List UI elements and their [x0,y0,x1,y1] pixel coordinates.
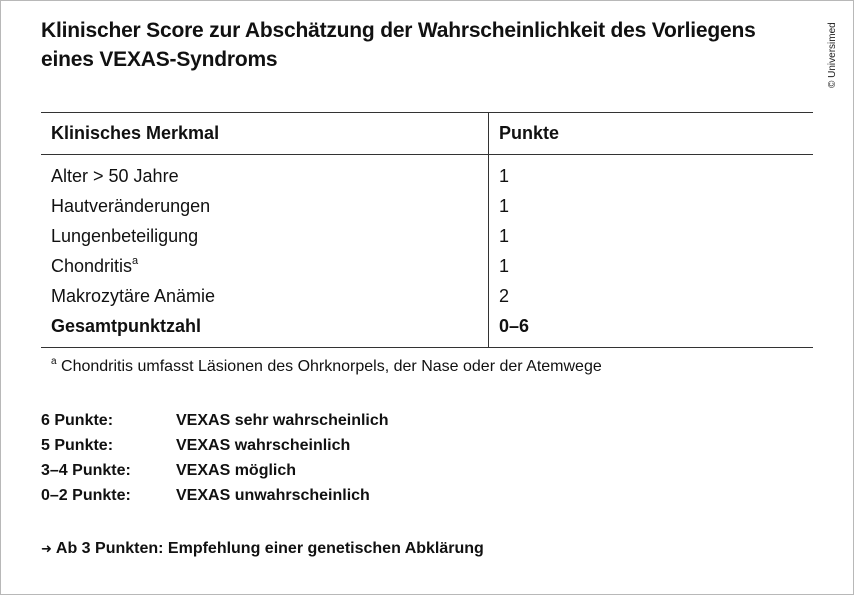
list-item [41,408,389,433]
feature-label: Chondritis [51,255,133,276]
feature-label: Makrozytäre Anämie [51,285,216,306]
footnote-text: Chondritis umfasst Läsionen des Ohrknorpels, der Nase oder der Atemwege [61,358,602,375]
table-row [41,155,813,192]
points-cell: 1 [499,255,510,276]
interpretation-meaning: VEXAS wahrscheinlich [176,437,351,454]
total-points: 0–6 [499,315,530,336]
interpretation-meaning: VEXAS unwahrscheinlich [176,487,370,504]
interpretation-points: 5 Punkte: [41,437,114,454]
feature-cell [41,251,489,281]
interpretation-points: 0–2 Punkte: [41,487,131,504]
recommendation [41,540,484,558]
interpretation-points: 6 Punkte: [41,412,114,429]
interpretation-meaning: VEXAS möglich [176,462,297,479]
list-item [41,433,389,458]
interpretation-list [41,408,389,508]
feature-label: Alter > 50 Jahre [51,165,179,186]
table-row [41,281,813,311]
points-cell: 1 [499,195,510,216]
copyright-notice: © Universimed [827,22,838,88]
feature-cell [41,155,489,192]
feature-label: Hautveränderungen [51,195,211,216]
footnote-marker: a [132,254,139,267]
header-points: Punkte [489,113,814,155]
feature-cell [41,221,489,251]
table-footnote [51,355,602,376]
recommendation-text: Ab 3 Punkten: Empfehlung einer genetischen Abklärung [55,540,484,557]
table-row [41,251,813,281]
points-cell: 2 [499,285,510,306]
table-header-row [41,113,813,155]
feature-cell [41,281,489,311]
points-cell: 1 [499,225,510,246]
total-row [41,311,813,348]
table-row [41,221,813,251]
points-cell: 1 [499,165,510,186]
feature-label: Lungenbeteiligung [51,225,199,246]
figure-title: Klinischer Score zur Abschätzung der Wahrscheinlichkeit des Vorliegens eines VEXAS-Syndroms [41,19,756,71]
arrow-right-icon: ➜ [41,541,52,556]
interpretation-meaning: VEXAS sehr wahrscheinlich [176,412,389,429]
interpretation-points: 3–4 Punkte: [41,462,131,479]
footnote-mark: a [51,355,57,367]
header-feature: Klinisches Merkmal [41,113,489,155]
feature-cell [41,191,489,221]
score-table [41,112,813,348]
list-item [41,458,389,483]
table-row [41,191,813,221]
total-label: Gesamtpunktzahl [41,311,489,348]
list-item [41,483,389,508]
